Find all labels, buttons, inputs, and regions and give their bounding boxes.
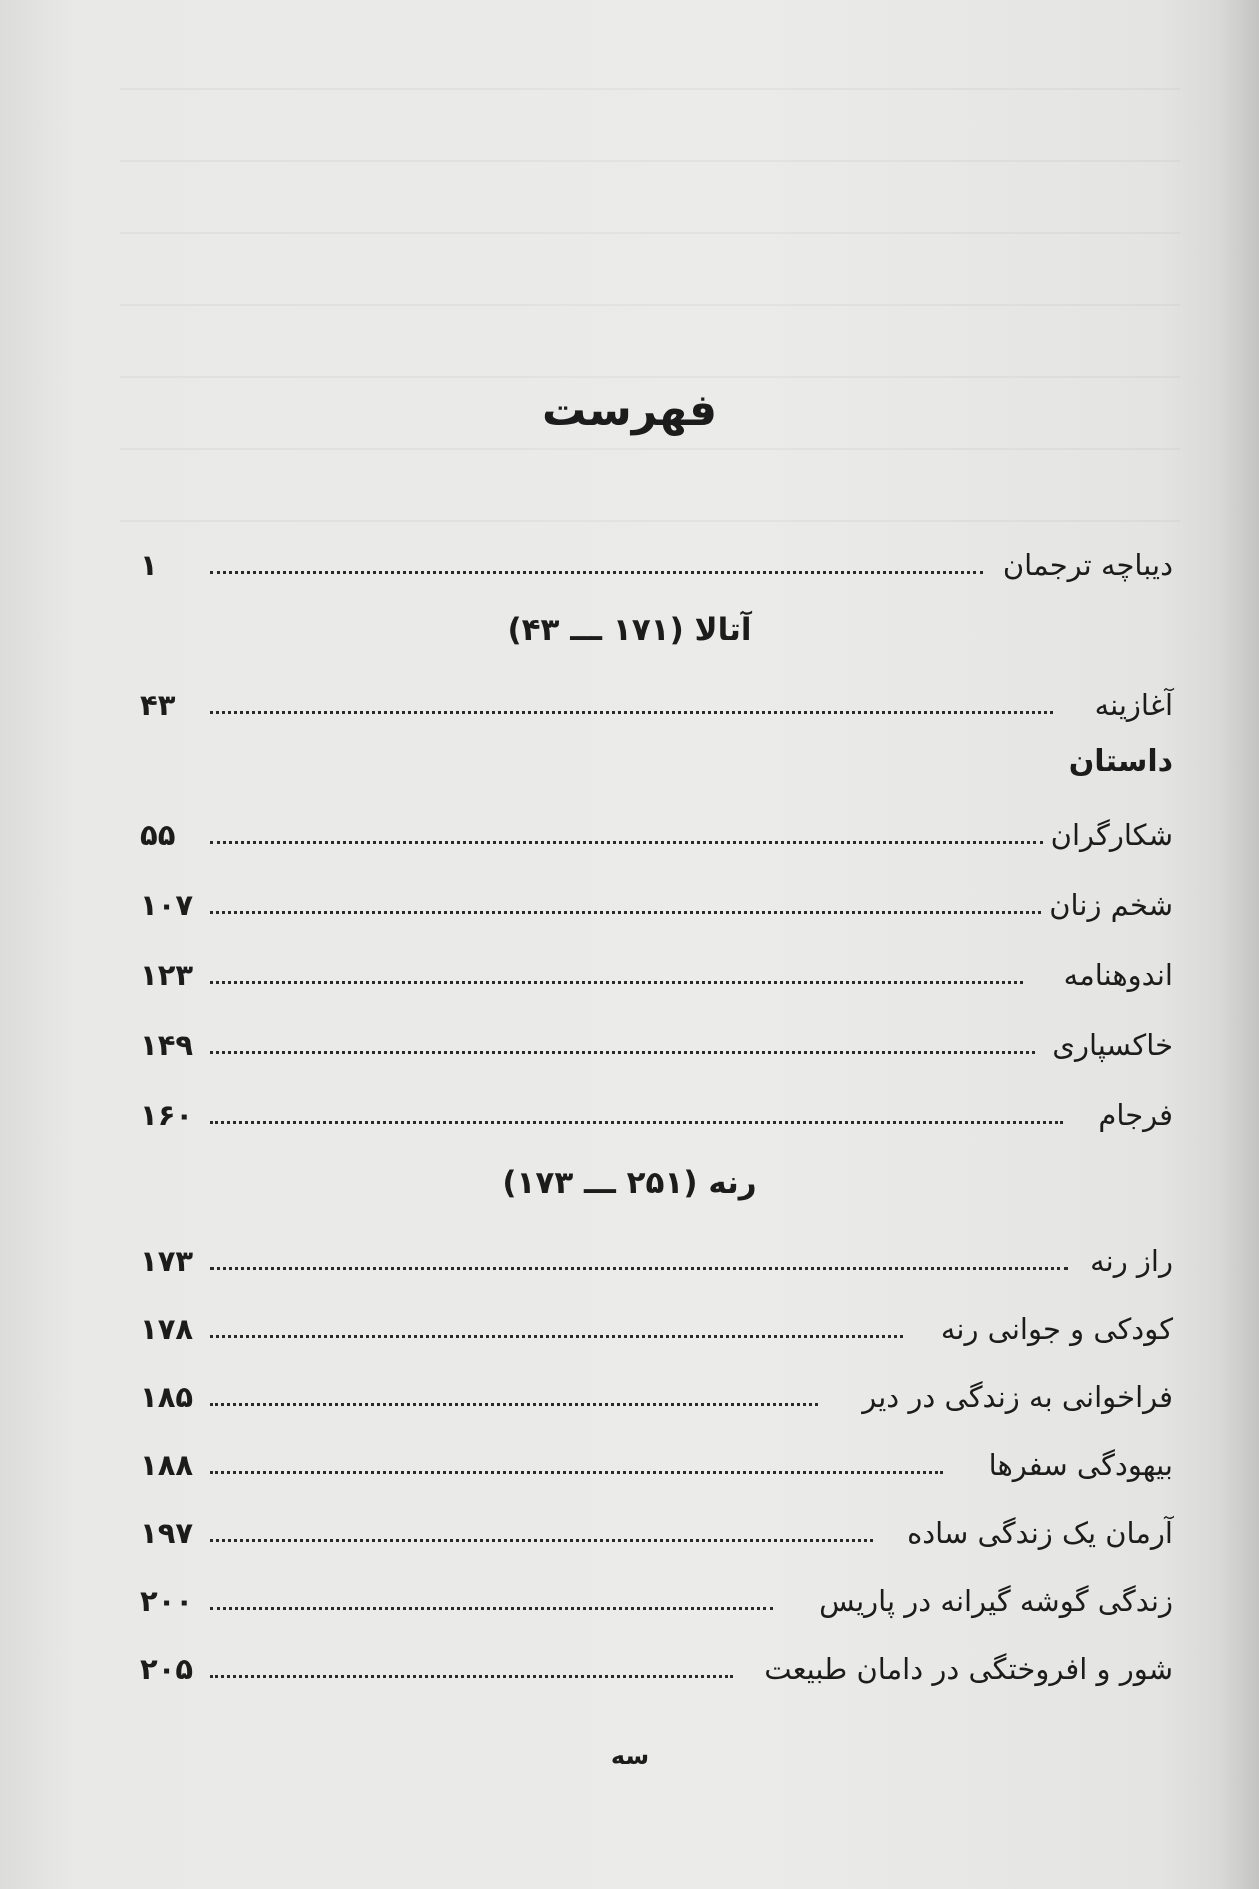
toc-entry-label: خاکسپاری [1052, 1028, 1173, 1062]
toc-entry [140, 1302, 1173, 1352]
toc-entry-intro [140, 678, 1173, 728]
page-title: فهرست [541, 385, 718, 436]
toc-entry [140, 1642, 1173, 1692]
toc-entry-label: فرجام [1098, 1098, 1173, 1132]
dot-leader [210, 1267, 1068, 1270]
toc-entry-page: ۲۰۵ [140, 1652, 194, 1686]
toc-entry [140, 1018, 1173, 1068]
toc-entry-label: بیهودگی سفرها [988, 1448, 1173, 1482]
dot-leader [210, 571, 983, 574]
section-heading-rene: رنه (۲۵۱ ـــ ۱۷۳) [502, 1165, 757, 1201]
page-edge-shadow [1219, 0, 1259, 1889]
subheading-story: داستان [1068, 744, 1173, 779]
toc-entry-page: ۵۵ [140, 818, 176, 852]
dot-leader [210, 1051, 1035, 1054]
toc-entry-label: کودکی و جوانی رنه [940, 1312, 1173, 1346]
toc-entry-page: ۱ [140, 548, 158, 582]
toc-entry-label: شکارگران [1050, 818, 1173, 852]
toc-entry [140, 878, 1173, 928]
toc-entry-page: ۱۹۷ [140, 1516, 194, 1550]
toc-entry-page: ۱۴۹ [140, 1028, 194, 1062]
dot-leader [210, 911, 1041, 914]
toc-entry-page: ۱۶۰ [140, 1098, 194, 1132]
dot-leader [210, 711, 1053, 714]
section-heading-atala: آتالا (۱۷۱ ـــ ۴۳) [507, 612, 752, 648]
toc-entry-label: آغازینه [1094, 688, 1173, 722]
dot-leader [210, 841, 1043, 844]
dot-leader [210, 1121, 1063, 1124]
toc-entry-label: راز رنه [1090, 1244, 1173, 1278]
toc-entry [140, 1574, 1173, 1624]
toc-entry [140, 948, 1173, 998]
toc-entry-label: آرمان یک زندگی ساده [907, 1516, 1173, 1550]
toc-entry [140, 1438, 1173, 1488]
toc-entry [140, 1506, 1173, 1556]
toc-entry-page: ۴۳ [140, 688, 176, 722]
dot-leader [210, 981, 1023, 984]
dot-leader [210, 1403, 818, 1406]
toc-entry-page: ۱۷۳ [140, 1244, 194, 1278]
dot-leader [210, 1607, 773, 1610]
toc-entry-page: ۱۲۳ [140, 958, 194, 992]
toc-entry-page: ۱۷۸ [140, 1312, 194, 1346]
toc-entry [140, 808, 1173, 858]
dot-leader [210, 1675, 733, 1678]
toc-entry-page: ۲۰۰ [140, 1584, 194, 1618]
toc-entry-page: ۱۸۸ [140, 1448, 194, 1482]
toc-entry-label: اندوهنامه [1063, 958, 1173, 992]
toc-entry-label: زندگی گوشه گیرانه در پاریس [819, 1584, 1173, 1618]
toc-entry-label: شخم زنان [1049, 888, 1173, 922]
toc-entry-preface [140, 538, 1173, 588]
toc-entry-label: دیباچه ترجمان [1002, 548, 1173, 582]
dot-leader [210, 1539, 873, 1542]
toc-entry-page: ۱۰۷ [140, 888, 194, 922]
toc-entry [140, 1370, 1173, 1420]
toc-entry [140, 1234, 1173, 1284]
dot-leader [210, 1335, 903, 1338]
dot-leader [210, 1471, 943, 1474]
toc-entry-label: شور و افروختگی در دامان طبیعت [764, 1652, 1173, 1686]
page-number-folio: سه [610, 1742, 650, 1770]
toc-entry-label: فراخوانی به زندگی در دیر [862, 1380, 1173, 1414]
toc-entry [140, 1088, 1173, 1138]
toc-entry-page: ۱۸۵ [140, 1380, 194, 1414]
